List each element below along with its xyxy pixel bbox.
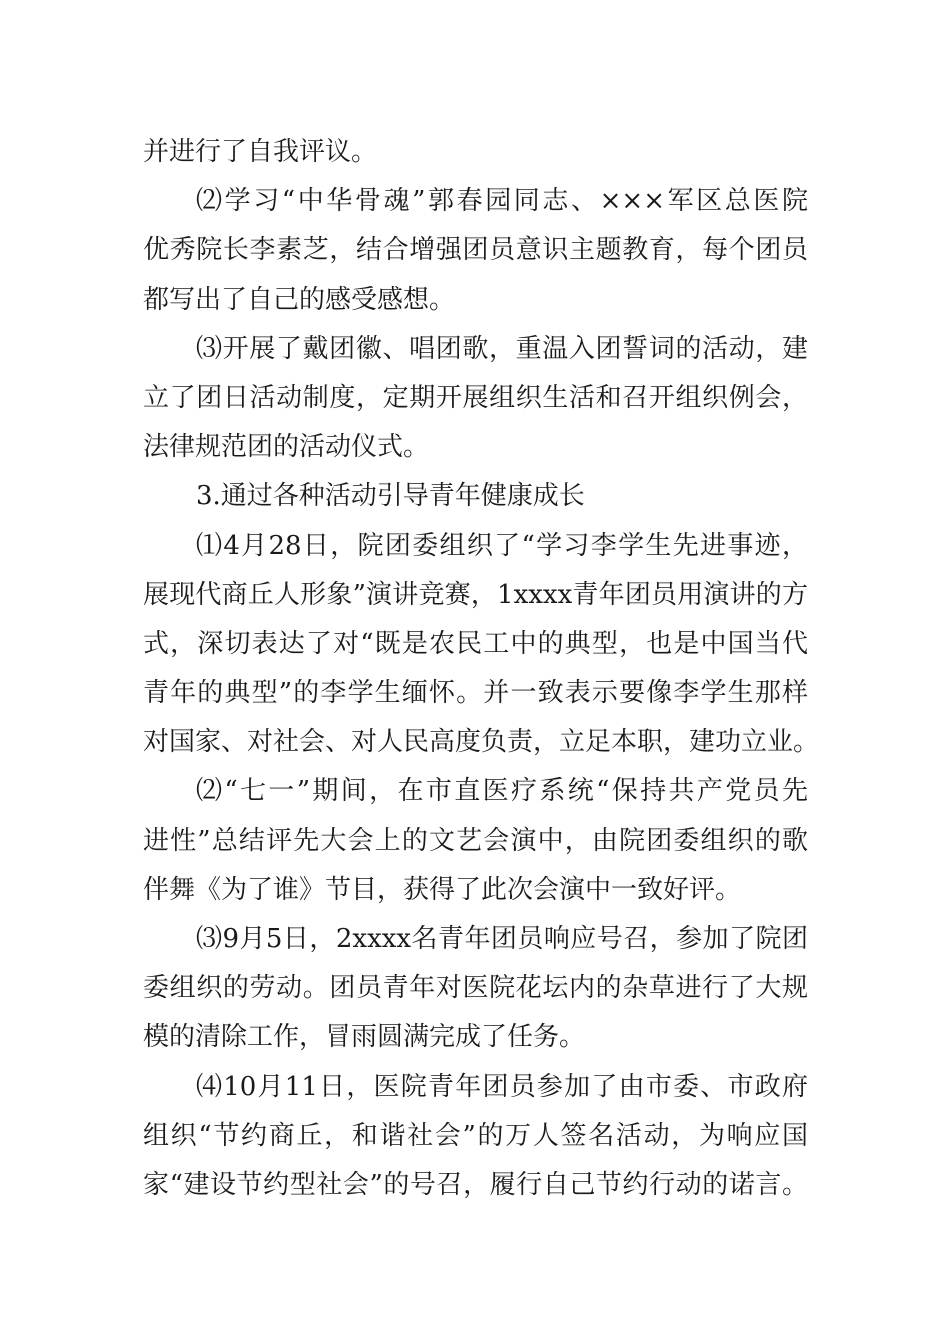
text-line: 都写出了自己的感受感想。 — [143, 284, 456, 315]
text-line: 伴舞《为了谁》节目，获得了此次会演中一致好评。 — [143, 874, 742, 905]
text-line: ⑷10月11日，医院青年团员参加了由市委、市政府 — [196, 1071, 808, 1102]
text-line: 模的清除工作，冒雨圆满完成了任务。 — [143, 1022, 586, 1053]
text-line: ⑴4月28日，院团委组织了“学习李学生先进事迹， — [196, 530, 808, 561]
text-line: 进性”总结评先大会上的文艺会演中，由院团委组织的歌 — [143, 825, 808, 856]
text-line: ⑵“七一”期间，在市直医疗系统“保持共产党员先 — [196, 776, 808, 807]
text-line: 法律规范团的活动仪式。 — [143, 432, 430, 463]
text-line: 立了团日活动制度，定期开展组织生活和召开组织例会， — [143, 382, 808, 413]
text-line: 组织“节约商丘，和谐社会”的万人签名活动，为响应国 — [143, 1120, 808, 1151]
text-line: ⑵学习“中华骨魂”郭春园同志、×××军区总医院 — [196, 186, 808, 217]
text-line: 委组织的劳动。团员青年对医院花坛内的杂草进行了大规 — [143, 973, 808, 1004]
document-body — [143, 128, 820, 1210]
text-line: 青年的典型”的李学生缅怀。并一致表示要像李学生那样 — [143, 678, 808, 709]
text-line: ⑶开展了戴团徽、唱团歌，重温入团誓词的活动，建 — [196, 333, 808, 364]
text-line: 3.通过各种活动引导青年健康成长 — [196, 481, 585, 512]
text-line: 对国家、对社会、对人民高度负责，立足本职，建功立业。 — [143, 727, 820, 758]
text-line: 家“建设节约型社会”的号召，履行自己节约行动的诺言。 — [143, 1169, 808, 1200]
text-line: 优秀院长李素芝，结合增强团员意识主题教育，每个团员 — [143, 235, 808, 266]
text-line: 展现代商丘人形象”演讲竞赛，1xxxx青年团员用演讲的方 — [143, 579, 808, 610]
text-line: ⑶9月5日，2xxxx名青年团员响应号召，参加了院团 — [196, 924, 808, 954]
text-line: 式，深切表达了对“既是农民工中的典型，也是中国当代 — [143, 628, 808, 659]
text-line: 并进行了自我评议。 — [143, 137, 378, 167]
